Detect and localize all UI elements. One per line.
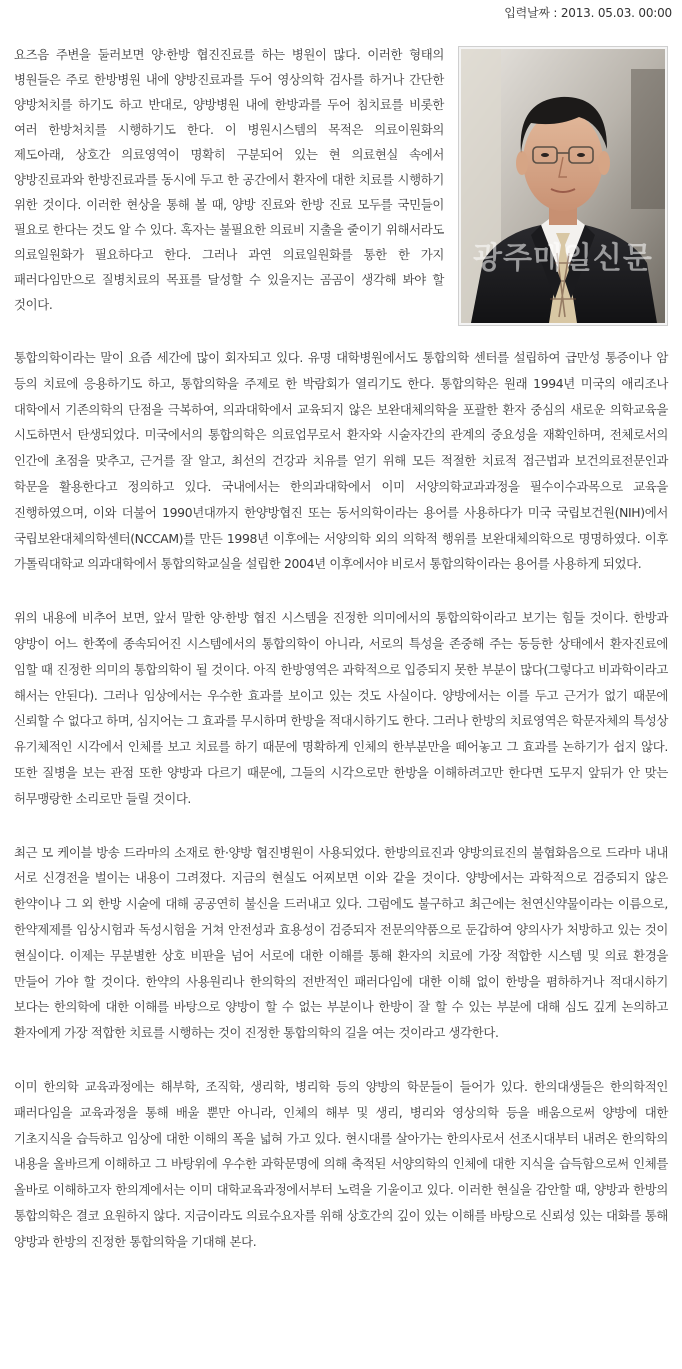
article-dateline: 입력날짜 : 2013. 05.03. 00:00 bbox=[504, 6, 672, 20]
article-body bbox=[14, 42, 668, 1283]
paragraph-5: 이미 한의학 교육과정에는 해부학, 조직학, 생리학, 병리학 등의 양방의 학문들이 들어가 있다. 한의대생들은 한의학적인 패러다임을 교육과정을 통해 배울 뿐만 아니라, 인체의 해부 및 생리, 병리와 영상의학 등을 배움으로써 양방에 대한 기초지식을 습득하고 임상에 대한 이해의 폭을 넓혀 가고 있다. 현시대를 살아가는 한의사로서 선조시대부터 내려온 한의학의 내용을 올바르게 이해하고 그 바탕위에 우수한 과학문명에 의해 축적된 서양의학의 인체에 대한 지식을 습득함으로써 인체를 올바로 이해하고자 한의계에서는 이미 대학교육과정에서부터 노력을 기울이고 있다. 이러한 현실을 감안할 때, 양방과 한방의 통합의학은 결코 요원하지 않다. 지금이라도 의료수요자를 위해 상호간의 깊이 있는 이해를 바탕으로 신뢰성 있는 대화를 통해 양방과 한방의 진정한 통합의학을 기대해 본다. bbox=[14, 1078, 668, 1249]
author-portrait-image bbox=[461, 49, 665, 323]
author-photo bbox=[458, 46, 668, 326]
paragraph-4: 최근 모 케이블 방송 드라마의 소재로 한·양방 협진병원이 사용되었다. 한방의료진과 양방의료진의 불협화음으로 드라마 내내 서로 신경전을 벌이는 내용이 그려졌다. 지금의 현실도 어찌보면 이와 같을 것이다. 양방에서는 과학적으로 검증되지 않은 한약이나 그 외 한방 시술에 대해 공공연히 불신을 드러내고 있다. 그럼에도 불구하고 최근에는 천연신약물이라는 이름으로, 한약제제를 임상시험과 독성시험을 거쳐 안전성과 효용성이 검증되자 전문의약품으로 둔갑하여 양의사가 처방하고 있는 것이 현실이다. 이제는 무분별한 상호 비판을 넘어 서로에 대한 이해를 통해 환자의 치료에 가장 적합한 시스템 및 의료 환경을 만들어 가야 할 것이다. 한약의 사용원리나 한의학의 전반적인 패러다임에 대한 이해 없이 한방을 폄하하거나 적대시하기 보다는 한의학에 대한 이해를 바탕으로 양방이 할 수 없는 부분이나 한방이 잘 할 수 있는 부분에 대해 심도 깊게 논의하고 환자에게 가장 적합한 치료를 시행하는 것이 진정한 통합의학의 길을 여는 것이라고 생각한다. bbox=[14, 844, 668, 1041]
photo-watermark: 광주매일신문 bbox=[473, 241, 653, 276]
paragraph-1: 요즈음 주변을 둘러보면 양·한방 협진진료를 하는 병원이 많다. 이러한 형태의 병원들은 주로 한방병원 내에 양방진료과를 두어 영상의학 검사를 하거나 간단한 양방처치를 하기도 하고 반대로, 양방병원 내에 한방과를 두어 침치료를 비롯한 여러 한방처치를 시행하기도 한다. 이 병원시스템의 목적은 의료이원화의 제도아래, 상호간 의료영역이 명확히 구분되어 있는 현 의료현실 속에서 양방진료과와 한방진료과를 동시에 두고 한 공간에서 환자에 대한 치료를 시행하기 위한 것이다. 이러한 현상을 통해 볼 때, 양방 진료와 한방 진료 모두를 국민들이 필요로 한다는 것도 알 수 있다. 혹자는 불필요한 의료비 지출을 줄이기 위해서라도 의료일원화가 필요하다고 한다. 그러나 과연 의료일원화를 통한 한 가지 패러다임만으로 질병치료의 목표를 달성할 수 있을지는 곰곰이 생각해 봐야 할 것이다. bbox=[14, 47, 444, 312]
paragraph-2: 통합의학이라는 말이 요즘 세간에 많이 회자되고 있다. 유명 대학병원에서도 통합의학 센터를 설립하여 급만성 통증이나 암 등의 치료에 응용하기도 하고, 통합의학을 주제로 한 박람회가 열리기도 한다. 통합의학은 원래 1994년 미국의 애리조나 대학에서 기존의학의 단점을 극복하여, 의과대학에서 교육되지 않은 보완대체의학을 포괄한 환자 중심의 새로운 의학교육을 시도하면서 탄생되었다. 미국에서의 통합의학은 의료업무로서 환자와 시술자간의 관계의 중요성을 재확인하며, 전체로서의 인간에 초점을 맞추고, 근거를 잘 알고, 최선의 건강과 치유를 얻기 위해 모든 적절한 치료적 접근법과 보건의료전문인과 학문을 활용한다고 정의하고 있다. 국내에서는 한의과대학에서 이미 서양의학교과과정을 필수이수과목으로 교육을 진행하였으며, 이와 더불어 1990년대까지 한양방협진 또는 동서의학이라는 용어를 사용하다가 미국 국립보건원(NIH)에서 국립보완대체의학센터(NCCAM)를 만든 1998년 이후에는 서양의학 외의 의학적 행위를 보완대체의학으로 명명하였다. 이후 가톨릭대학교 의과대학에서 통합의학교실을 설립한 2004년 이후에서야 비로서 통합의학이라는 용어를 사용하게 되었다. bbox=[14, 350, 668, 572]
paragraph-3: 위의 내용에 비추어 보면, 앞서 말한 양·한방 협진 시스템을 진정한 의미에서의 통합의학이라고 보기는 힘들 것이다. 한방과 양방이 어느 한쪽에 종속되어진 시스템에서의 통합의학이 아니라, 서로의 특성을 존중해 주는 동등한 상태에서 환자진료에 임할 때 진정한 의미의 통합의학이 될 것이다. 아직 한방영역은 과학적으로 입증되지 못한 부분이 많다(그렇다고 비과학이라고 해서는 안된다). 그러나 임상에서는 우수한 효과를 보이고 있는 것도 사실이다. 양방에서는 이를 두고 근거가 없기 때문에 신뢰할 수 없다고 하며, 심지어는 그 효과를 무시하며 한방을 적대시하기도 한다. 그러나 한방의 치료영역은 학문자체의 특성상 유기체적인 시각에서 인체를 보고 치료를 하기 때문에 명확하게 인체의 한부분만을 떼어놓고 그 효과를 논하기가 쉽지 않다. 또한 질병을 보는 관점 또한 양방과 다르기 때문에, 그들의 시각으로만 한방을 이해하려고만 한다면 도무지 앞뒤가 안 맞는 허무맹랑한 소리로만 들릴 것이다. bbox=[14, 610, 668, 806]
